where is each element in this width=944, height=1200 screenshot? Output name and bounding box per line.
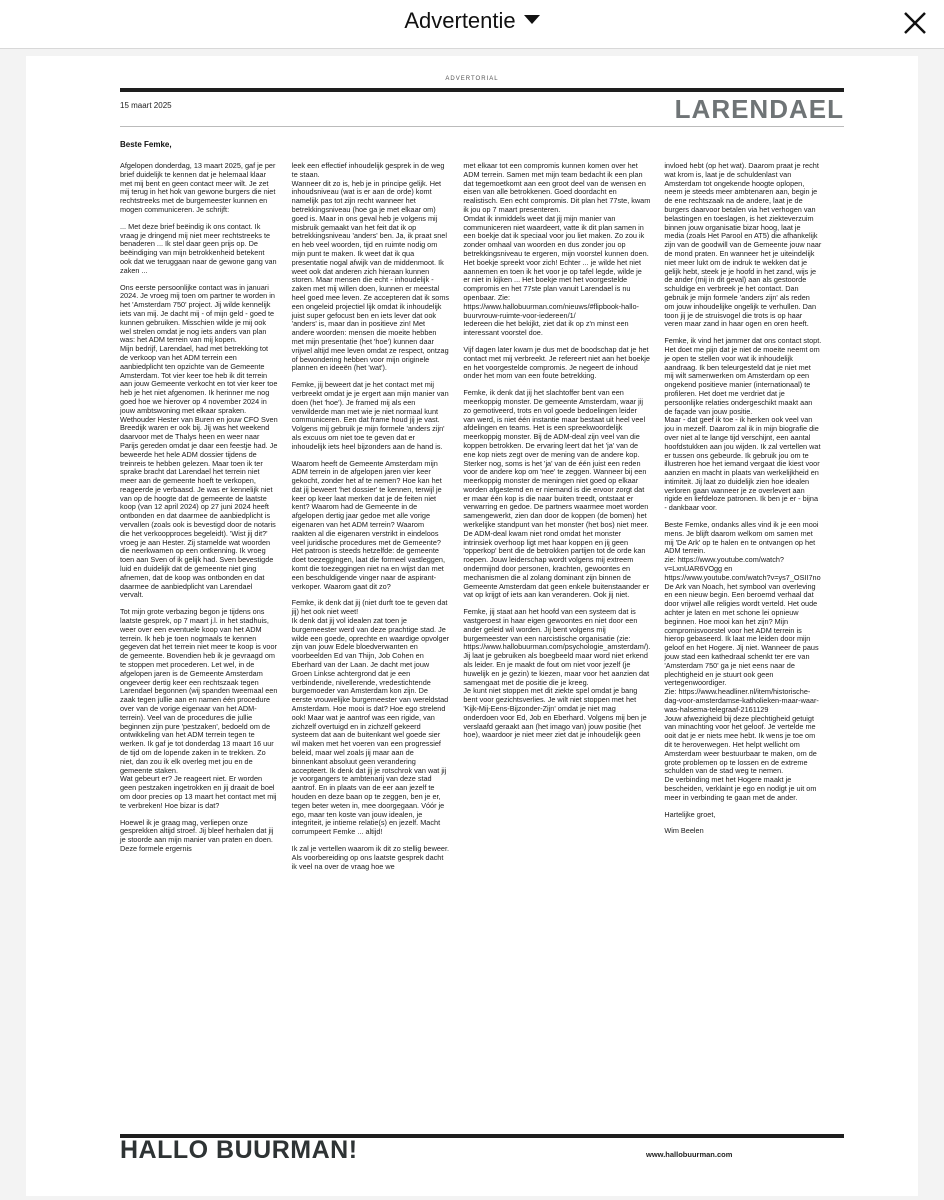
close-button[interactable]	[900, 8, 930, 38]
paragraph: Ons eerste persoonlijke contact was in januari 2024. Je vroeg mij toen om partner te worden in het 'Amsterdam 750' project. Jij wilde kennelijk iets van mij. Je dacht mij - of mijn geld - goed te kunnen gebruiken. Misschien wilde je mij ook wel strelen omdat je nog iets anders van plan was: het ADM terrein van mij kopen. Mijn bedrijf, Larendael, had met betrekking tot de verkoop van het ADM terrein een aanbiedplicht ten opzichte van de Gemeente Amsterdam. Tot vier keer toe heb ik dit terrein aan jouw Gemeente verkocht en tot vier keer toe heb je het niet afgenomen. Ik herinner me nog goed hoe we hierover op 4 november 2024 in jouw ambtswoning met elkaar spraken. Wethouder Hester van Buren en jouw CFO Sven Breedijk waren er ook bij. Jij was het weekend daarvoor met de Thalys heen en weer naar Parijs gereden omdat je daar een feestje had. Je beweerde het hele ADM dossier tijdens de treinreis te hebben gelezen. Maar toen ik ter sprake bracht dat Larendael het terrein niet meer aan de gemeente hoeft te verkopen, reageerde je verbaasd. Je was er kennelijk niet van op de hoogte dat de gemeente de laatste koop (van 12 april 2024) op 27 juni 2024 heeft ontbonden en dat daarmee de aanbiedplicht is vervallen (zoals ook is bevestigd door de notaris die het verkoopproces begeleidt). 'Wist jij dit?' vroeg je aan Hester. Zij stamelde wat woorden die neerkwamen op een ontkenning. Ik vroeg toen aan Sven of ik gelijk had. Sven bevestigde luid en duidelijk dat de gemeente niet ging afnemen, dat de koop was ontbonden en dat daarmee de aanbiedplicht van Larendael vervalt.	[120, 282, 278, 600]
paragraph: Hartelijke groet,	[664, 809, 716, 819]
paragraph: Femke, ik denk dat jij (niet durft toe te geven dat jij) het ook niet weet! Ik denk dat jij vol idealen zat toen je burgemeester werd van deze prachtige stad. Je wilde een goede, oprechte en waardige opvolger zijn van jouw Edele bloedverwanten en voorbeelden Ed van Thijn, Job Cohen en Eberhard van der Laan. Je dacht met jouw Groen Linkse achtergrond dat je een verbindende, nivellerende, vredestichtende burgemoeder van Amsterdam kon zijn. De eerste vrouwelijke burgemeester van wereldstad Amsterdam. Hoe mooi is dat? Hoe ego strelend ook! Maar wat je aantrof was een rigide, van zichzelf overtuigd en in zichzelf gekeerd systeem dat aan de buitenkant wel goede sier wil maken met het voeren van een progressief beleid, maar wel zoals jij maar aan de binnenkant absoluut geen verandering accepteert. Ik denk dat jij je rotschrok van wat jij je voorgangers te ambtenarij van deze stad aantrof. En in plaats van de eer aan jezelf te houden en deze baan op te zeggen, ben je er, tegen beter weten in, mee doorgegaan. Vóór je ego, maar ten koste van jouw idealen, je integriteit, je intieme relatie(s) en jezelf. Macht corrumpeert Femke ... altijd!	[291, 598, 450, 837]
paragraph: invloed hebt (op het wat). Daarom praat je recht wat krom is, laat je de schuldenlast van Amsterdam tot ongekende hoogte oplopen, neem je steeds meer ambtenaren aan, begin je de ene rechtszaak na de andere, laat je de burgers daarvoor betalen via het verhogen van belastingen en toeslagen, is het ziekteverzuim binnen jouw organisatie bizar hoog, laat je media (zoals Het Parool en AT5) die afhankelijk zijn van de goodwill van de Gemeente jouw naar de mond praten. En wanneer het je uiteindelijk niet meer lukt om de indruk te wekken dat je gelijk hebt, steek je je hoofd in het zand, wijs je de ander (mij in dit geval) aan als gestoorde schuldige en verbreek je het contact. Dan gebruik je mijn formele 'anders zijn' als reden om jouw inhoudelijke ongelijk te verhullen. Dan toon jij je de struisvogel die trots is op haar veren maar zand in haar ogen en oren heeft.	[664, 161, 822, 329]
publication-date: 15 maart 2025	[120, 101, 172, 110]
advertisement-dropdown[interactable]	[0, 8, 944, 34]
advertisement-title: Advertentie	[404, 8, 516, 33]
column-2	[292, 162, 450, 1032]
paragraph: Hoewel ik je graag mag, verliepen onze gesprekken altijd stroef. Jij bleef herhalen dat jij je stoorde aan mijn manier van praten en doen. Deze formele ergernis	[120, 817, 274, 853]
paragraph: leek een effectief inhoudelijk gesprek in de weg te staan. Wanneer dit zo is, heb je in principe gelijk. Het inhoudsniveau (wat is er aan de orde) komt namelijk pas tot zijn recht wanneer het betrekkingsniveau (hoe ga je met elkaar om) goed is. Maar in ons geval heb je volgens mij misbruik gemaakt van het feit dat ik op betrekkingsniveau 'anders' ben. Ja, ik praat snel en heb veel woorden, tijd en ruimte nodig om mijn punt te maken. Ik weet dat ik qua presentatie nogal afwijk van de middenmoot. Ik weet ook dat anderen zich hieraan kunnen storen. Maar mensen die echt - inhoudelijk - zaken met mij willen doen, kunnen er meestal heel goed mee leven. Ze accepteren dat ik soms een ongeleid projectiel lijk omdat ik inhoudelijk juist super gefocust ben en iets lever dat ook 'anders' is, maar dan in positieve zin! Met andere woorden: mensen die moeite hebben met mijn presentatie (het 'hoe') kunnen daar vrijwel altijd mee leven omdat ze respect, ontzag of bewondering hebben voor mijn originele plannen en ideeën (het 'wat').	[291, 161, 450, 373]
paragraph: Tot mijn grote verbazing begon je tijdens ons laatste gesprek, op 7 maart j.l. in het stadhuis, weer over een eventuele koop van het ADM terrein. Ik heb je toen nogmaals te kennen gegeven dat het terrein niet meer te koop is voor de gemeente. Bovendien heb ik je gevraagd om te stoppen met procederen. Let wel, in de afgelopen jaren is de Gemeente Amsterdam ongeveer dertig keer een rechtszaak tegen Larendael begonnen (wij spanden tweemaal een zaak tegen jullie aan en namen één procedure over van de vorige eigenaar van het ADM-terrein). Veel van de procedures die jullie beginnen zijn pure 'pestzaken', bedoeld om de ontwikkeling van het ADM terrein tegen te werken. Ik gaf je tot donderdag 13 maart 16 uur de tijd om de lopende zaken in te trekken. Zo niet, dan zou ik elk overleg met jou en de gemeente staken. Wat gebeurt er? Je reageert niet. Er worden geen pestzaken ingetrokken en jij draait de boel om door precies op 13 maart het contact met mij te verbreken! Hoe bizar is dat?	[120, 607, 278, 810]
paragraph: ... Met deze brief beëindig ik ons contact. Ik vraag je dringend mij niet meer rechtstreeks te benaderen ... Ik stel daar geen prijs op. De beëindiging van mijn betrokkenheid betekent ook dat we teruggaan naar de gewone gang van zaken ...	[120, 221, 277, 275]
paragraph: Ik zal je vertellen waarom ik dit zo stellig beweer. Als voorbereiding op ons laatste gesprek dacht ik veel na over de vraag hoe we	[291, 843, 450, 871]
brand-logo: LARENDAEL	[674, 94, 844, 124]
paragraph: Waarom heeft de Gemeente Amsterdam mijn ADM terrein in de afgelopen jaren vier keer gekocht, zonder het af te nemen? Hoe kan het dat jij beweert 'het dossier' te kennen, terwijl je keer op keer laat merken dat je de feiten niet kent? Waarom had de Gemeente in de afgelopen dertig jaar gedoe met alle vorige eigenaren van het ADM terrein? Waarom raakten al die eigenaren verstrikt in eindeloos veel juridische procedures met de Gemeente? Het patroon is steeds hetzelfde: de gemeente doet toezeggingen, laat die formeel vastleggen, komt die toezeggingen niet na en wijst dan met een beschuldigende vinger naar de aspirant-verkoper. Waarom gaat dit zo?	[291, 458, 446, 591]
caret-down-icon	[524, 15, 540, 24]
advertorial-page	[26, 56, 918, 1196]
paragraph: met elkaar tot een compromis kunnen komen over het ADM terrein. Samen met mijn team bedacht ik een plan dat tegemoetkomt aan een groot deel van de wensen en eisen van alle betrokkenen. Goed doordacht en realistisch. Een echt compromis. Dit plan het 77ste, kwam ik jou op 7 maart presenteren. Omdat ik inmiddels weet dat jij mijn manier van communiceren niet waardeert, vatte ik dit plan samen in een boekje dat ik speciaal voor jou liet maken. Zo zou ik zonder omhaal van woorden en dus zonder jou op betrekkingsniveau te ergeren, mijn voorstel kunnen doen. Het boekje spreekt voor zich! Echter ... je wilde het niet aannemen en toen ik het voor je op tafel legde, wilde je er niet in kijken ... Het boekje met het voorgestelde compromis en het 77ste plan vanuit Larendael is nu openbaar. Zie: https://www.hallobuurman.com/nieuws/#flipbook-hallo-buurvrouw-ruimte-voor-iedereen/1/ Iedereen die het bekijkt, ziet dat ik op z'n minst een interessant voorstel doe.	[463, 161, 651, 338]
column-1	[120, 162, 278, 1032]
paragraph: Afgelopen donderdag, 13 maart 2025, gaf je per brief duidelijk te kennen dat je helemaal klaar met mij bent en geen contact meer wilt. Je zet mij terug in het hok van gewone burgers die niet rechtstreeks met de burgemeester kunnen en mogen communiceren. Je schrijft:	[120, 161, 276, 214]
letter-greeting: Beste Femke,	[120, 140, 172, 149]
letter-body	[120, 162, 822, 1032]
column-3	[463, 162, 650, 1032]
header-rule	[120, 88, 844, 92]
paragraph: Femke, jij beweert dat je het contact met mij verbreekt omdat je je ergert aan mijn manier van doen (het 'hoe'). Je framed mij als een verwilderde man met wie je niet normaal kunt communiceren. Een dat frame houd jij je vast. Volgens mij gebruik je mijn formele 'anders zijn' als excuus om niet toe te geven dat er inhoudelijk iets heel bijzonders aan de hand is.	[291, 380, 449, 451]
advertorial-label: ADVERTORIAL	[445, 76, 499, 82]
paragraph: Femke, ik denk dat jij het slachtoffer bent van een meerkoppig monster. De gemeente Amsterdam, waar jij zo gemotiveerd, trots en vol goede bedoelingen leider van werd, is niet één instantie maar bestaat uit heel veel afdelingen en teams. Het is een spreekwoordelijk meerkoppig monster. Bij de ADM-deal zijn veel van die koppen betrokken. De ervaring leert dat het 'ja' van de ene kop niets zegt over de mening van de andere kop. Sterker nog, soms is het 'ja' van de één juist een reden voor de andere kop om 'nee' te zeggen. Wanneer bij een meerkoppig monster de meningen niet goed op elkaar worden afgestemd en er niemand is die ervoor zorgt dat er maar één kop is die naar buiten treedt, ontstaat er verwarring en gedoe. De partners waarmee moet worden samengewerkt, zien dan door de koppen (de bomen) het werkelijke standpunt van het monster (het bos) niet meer. De ADM-deal kwam niet rond omdat het monster intrinsiek overhoop ligt met haar koppen en jij geen 'opperkop' bent die de betrokken partijen tot de orde kan roepen. Jouw leiderschap wordt volgens mij extreem ondermijnd door personen, krachten, gewoontes en mechanismen die al zolang dominant zijn binnen de Gemeente Amsterdam dat geen enkele buitenstaander er vat op krijgt of iets aan kan veranderen. Ook jij niet.	[463, 388, 650, 600]
footer-url[interactable]: www.hallobuurman.com	[646, 1150, 733, 1159]
paragraph: Femke, ik vind het jammer dat ons contact stopt. Het doet me pijn dat je niet de moeite neemt om je open te stellen voor wat ik inhoudelijk aandraag. Ik ben teleurgesteld dat je niet met mij wilt samenwerken om Amsterdam op een ongekend positieve manier (internationaal) te profileren. Het doet me verdriet dat je persoonlijke relaties ondergeschikt maakt aan de façade van jouw positie. Maar - dat geef ik toe - ik herken ook veel van jou in mezelf. Daarom zal ik in mijn biografie die over niet al te lange tijd verschijnt, een aantal hoofdstukken aan jou wijden. Ik zal vertellen wat er tussen ons gebeurde. Ik gebruik jou om te illustreren hoe het iemand vergaat die kiest voor aanzien en macht in plaats van werkelijkheid en intimiteit. Jij laat zo duidelijk zien hoe idealen verloren gaan wanneer je ze overlevert aan rigide en liefdeloze patronen. Ik ben je er - bijna - dankbaar voor.	[664, 336, 822, 513]
paragraph: Wim Beelen	[664, 826, 704, 836]
paragraph: Vijf dagen later kwam je dus met de boodschap dat je het contact met mij verbreekt. Je refereert niet aan het boekje en het voorgestelde compromis. Je negeert de inhoud onder het mom van een foute betrekking.	[463, 344, 650, 381]
footer-brand: HALLO BUURMAN!	[120, 1136, 358, 1164]
paragraph: Beste Femke, ondanks alles vind ik je een mooi mens. Je blijft daarom welkom om samen met mij 'De Ark' op te halen en te ontvangen op het ADM terrein. zie: https://www.youtube.com/watch?v=LxnUAR6VOgg en https://www.youtube.com/watch?v=ys7_OSII7no De Ark van Noach, het symbool van overleving en een nieuw begin. Een beroemd verhaal dat door vrijwel alle religies wordt verteld. Het oude achter je laten en met schone lei opnieuw beginnen. Hoe mooi kan het zijn? Mijn compromisvoorstel voor het ADM terrein is hierop gebaseerd. Ik laat me leiden door mijn geloof en het Hogere. Jij niet. Wanneer de paus jouw stad een kathedraal schenkt ter ere van 'Amsterdam 750' ga je niet eens naar de plechtigheid en je stuurt ook geen vertegenwoordiger. Zie: https://www.headliner.nl/item/historische-dag-voor-amsterdamse-katholieken-maar-waar-was-halsema-telegraaf-2161129 Jouw afwezigheid bij deze plechtigheid getuigt van minachting voor het geloof. Je vertelde me ooit dat je er niets mee hebt. Ik wens je toe om dit te heroverwegen. Het helpt wellicht om Amsterdam weer bestuurbaar te maken, om de grote problemen op te lossen en de extreme schulden van de stad weg te nemen. De verbinding met het Hogere maakt je bescheiden, verklaint je ego en nodigt je uit om meer in verbinding te gaan met de ander.	[664, 520, 821, 802]
top-bar	[0, 0, 944, 49]
header-divider	[120, 126, 844, 127]
paragraph: Femke, jij staat aan het hoofd van een systeem dat is vastgeroest in haar eigen gewoontes en niet door een ander geleid wil worden. Jij bent volgens mij burgemeester van een narcistische organisatie (zie: https://www.hallobuurman.com/psychologie_amsterdam/). Jij laat je gebruiken als boegbeeld maar word niet erkend als leider. En je maakt de fout om niet voor jezelf (je huwelijk en je gezin) te kiezen, maar voor het aanzien dat samengaat met de positie die je kreeg. Je kunt niet stoppen met dit ziekte spel omdat je bang bent voor gezichtsverlies. Je wilt niet stoppen met het 'Kijk-Mij-Eens-Bijzonder-Zijn' omdat je niet mag onderdoen voor Ed, Job en Eberhard. Volgens mij ben je verslaafd geraakt aan (het imago van) jouw positie (het hoe), waardoor je niet meer ziet dat je inhoudelijk geen	[463, 607, 651, 740]
column-4	[664, 162, 822, 1032]
close-icon	[900, 8, 930, 38]
